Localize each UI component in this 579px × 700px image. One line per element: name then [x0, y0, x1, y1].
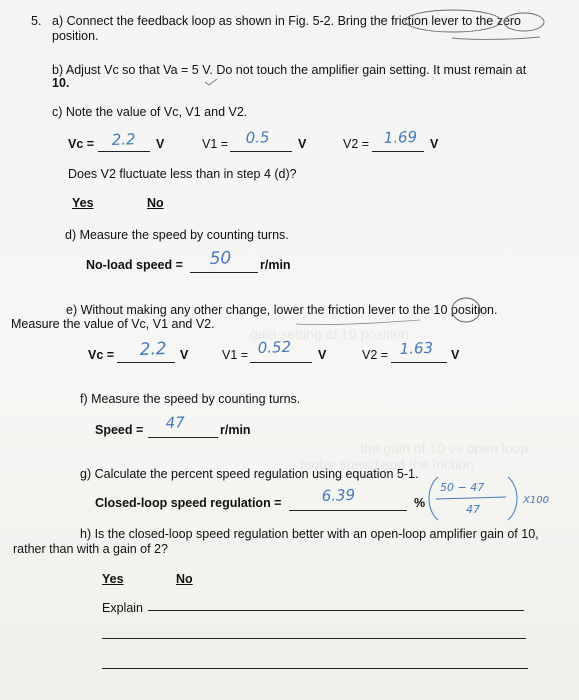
step-e-vc-unit: V: [180, 348, 189, 362]
answer-line: [98, 151, 150, 152]
step-a-text-cont: position.: [52, 29, 99, 43]
step-f-value: 47: [165, 413, 186, 432]
step-e-vc-label: Vc =: [88, 348, 115, 362]
show-through-text: gain setting at 10 position: [250, 326, 409, 342]
explain-line-1: [148, 610, 524, 611]
step-c-vc-label: Vc =: [68, 137, 95, 151]
step-c-v2-label: V2 =: [343, 137, 370, 151]
step-c-text: c) Note the value of Vc, V1 and V2.: [52, 105, 248, 119]
step-h-text: h) Is the closed-loop speed regulation better with an open-loop amplifier gain of 10,: [80, 527, 539, 541]
step-b-text-cont: 10.: [52, 76, 70, 90]
answer-line: [230, 151, 292, 152]
step-d-value: 50: [209, 248, 232, 269]
step-c-question: Does V2 fluctuate less than in step 4 (d)?: [68, 167, 297, 181]
step-h-text-cont: rather than with a gain of 2?: [13, 542, 168, 556]
step-g-work-denominator: 47: [466, 503, 480, 516]
step-e-v1-unit: V: [318, 348, 327, 362]
step-c-vc-unit: V: [156, 137, 165, 151]
underline-mark: [452, 37, 540, 39]
fraction-bar: [436, 497, 506, 499]
show-through-text: the gain of 10 vs open loop: [360, 440, 529, 456]
step-g-work-multiplier: X100: [523, 495, 549, 506]
step-g-text: g) Calculate the percent speed regulation using equation 5-1.: [80, 467, 419, 481]
step-c-v2-unit: V: [430, 137, 439, 151]
step-f-label: Speed =: [95, 423, 144, 437]
step-e-text-cont: Measure the value of Vc, V1 and V2.: [11, 317, 215, 331]
step-g-unit: %: [414, 496, 426, 510]
step-c-v1-label: V1 =: [202, 137, 229, 151]
step-d-unit: r/min: [260, 258, 291, 272]
step-c-no-option: No: [147, 196, 164, 210]
paren-left: [429, 477, 438, 520]
answer-line: [372, 151, 424, 152]
step-c-v1-value: 0.5: [245, 128, 270, 147]
step-e-v2-unit: V: [451, 348, 460, 362]
step-c-vc-value: 2.2: [111, 130, 136, 149]
question-number: 5.: [31, 14, 42, 28]
step-d-text: d) Measure the speed by counting turns.: [65, 228, 289, 242]
explain-line-3: [102, 668, 528, 669]
step-c-v1-unit: V: [298, 137, 307, 151]
answer-line: [117, 362, 175, 363]
step-e-v1-label: V1 =: [222, 348, 249, 362]
step-h-yes-option: Yes: [102, 572, 124, 586]
step-f-unit: r/min: [220, 423, 251, 437]
paren-right: [508, 477, 517, 520]
step-d-label: No-load speed =: [86, 258, 183, 272]
step-e-vc-value: 2.2: [139, 339, 168, 360]
step-f-text: f) Measure the speed by counting turns.: [80, 392, 301, 406]
show-through-text: motor speed and the friction: [300, 456, 474, 472]
step-a-text: a) Connect the feedback loop as shown in Fig. 5-2. Bring the friction lever to the zero: [52, 14, 522, 28]
underline-e: [296, 320, 420, 325]
step-h-no-option: No: [176, 572, 193, 586]
answer-line: [190, 272, 258, 273]
answer-line: [289, 510, 407, 511]
step-h-explain-label: Explain: [102, 601, 143, 615]
step-g-work-numerator: 50 − 47: [440, 481, 485, 494]
answer-line: [391, 362, 447, 363]
step-g-label: Closed-loop speed regulation =: [95, 496, 282, 510]
step-c-yes-option: Yes: [72, 196, 94, 210]
answer-line: [250, 362, 312, 363]
tick-mark: [205, 79, 217, 85]
step-e-v2-value: 1.63: [399, 338, 434, 358]
step-e-v2-label: V2 =: [362, 348, 389, 362]
step-g-value: 6.39: [321, 485, 356, 505]
explain-line-2: [102, 638, 526, 639]
answer-line: [148, 437, 218, 438]
step-c-v2-value: 1.69: [383, 127, 418, 147]
step-e-text: e) Without making any other change, lower the friction lever to the 10 position.: [66, 303, 498, 317]
step-e-v1-value: 0.52: [257, 337, 292, 357]
step-b-text: b) Adjust Vc so that Va = 5 V. Do not touch the amplifier gain setting. It must remain at: [52, 63, 527, 77]
